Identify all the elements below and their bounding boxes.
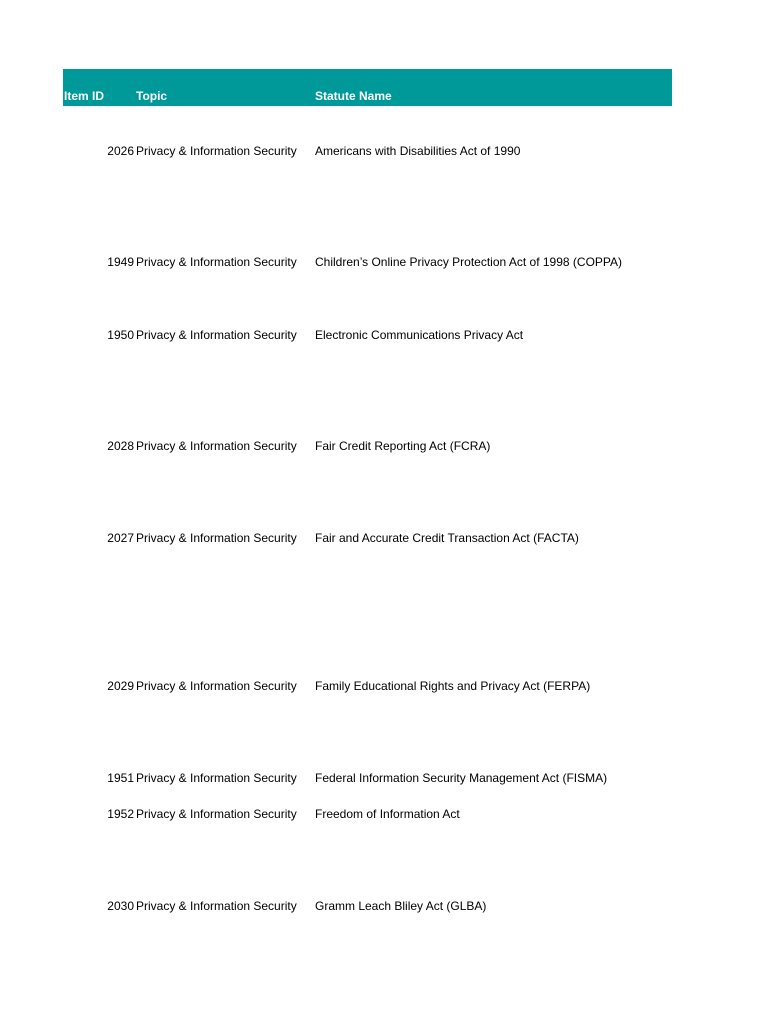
table-row [63,438,672,454]
topic-cell: Privacy & Information Security [136,439,297,453]
topic-cell: Privacy & Information Security [136,771,297,785]
statute-name-cell: Fair Credit Reporting Act (FCRA) [315,439,491,453]
table-row [63,327,672,343]
table-row [63,143,672,159]
topic-cell: Privacy & Information Security [136,144,297,158]
table-row [63,770,672,786]
statute-name-cell: Electronic Communications Privacy Act [315,328,524,342]
table-row [63,678,672,694]
item-id-cell: 2028 [107,439,134,453]
topic-cell: Privacy & Information Security [136,899,297,913]
item-id-cell: 2027 [107,531,134,545]
table-row [63,898,672,914]
item-id-cell: 2029 [107,679,134,693]
column-header-statute-name: Statute Name [315,89,392,103]
topic-cell: Privacy & Information Security [136,255,297,269]
item-id-cell: 2026 [107,144,134,158]
topic-cell: Privacy & Information Security [136,328,297,342]
table-header [63,69,672,106]
statute-name-cell: Fair and Accurate Credit Transaction Act (FACTA) [315,531,579,545]
topic-cell: Privacy & Information Security [136,531,297,545]
topic-cell: Privacy & Information Security [136,679,297,693]
item-id-cell: 1950 [107,328,134,342]
column-header-topic: Topic [136,89,168,103]
item-id-cell: 2030 [107,899,134,913]
statute-name-cell: Freedom of Information Act [315,807,460,821]
statute-name-cell: Americans with Disabilities Act of 1990 [315,144,521,158]
statute-name-cell: Children’s Online Privacy Protection Act of 1998 (COPPA) [315,255,623,269]
table-row [63,530,672,546]
item-id-cell: 1951 [107,771,134,785]
statute-name-cell: Gramm Leach Bliley Act (GLBA) [315,899,487,913]
item-id-cell: 1949 [107,255,134,269]
topic-cell: Privacy & Information Security [136,807,297,821]
statute-name-cell: Federal Information Security Management Act (FISMA) [315,771,608,785]
column-header-item-id: Item ID [64,89,105,103]
table-row [63,254,672,270]
table-row [63,806,672,822]
item-id-cell: 1952 [107,807,134,821]
statute-name-cell: Family Educational Rights and Privacy Act (FERPA) [315,679,591,693]
